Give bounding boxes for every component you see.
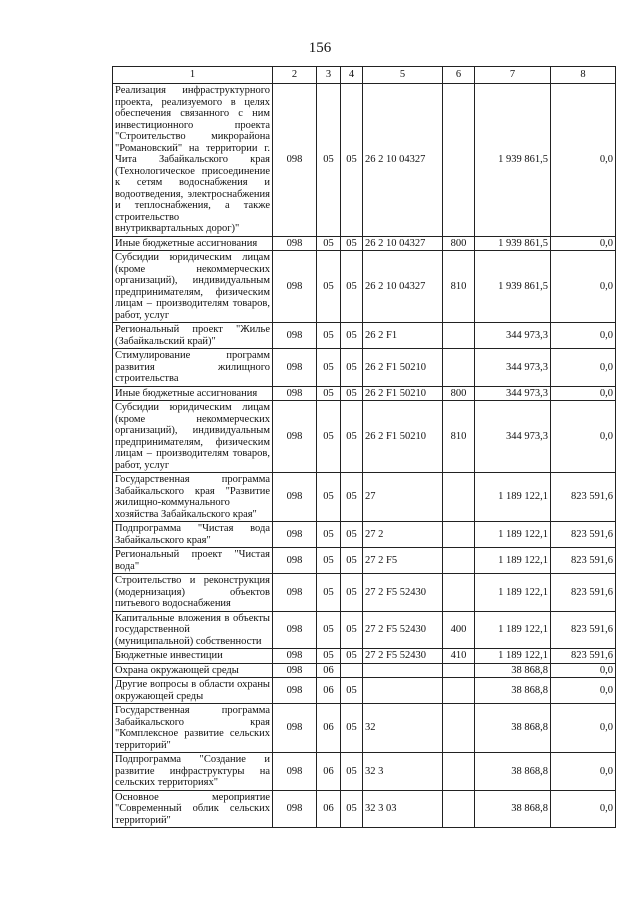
amount-year1-cell: 1 189 122,1 xyxy=(475,473,551,522)
page-number: 156 xyxy=(308,40,332,56)
section-code-cell: 05 xyxy=(317,401,341,473)
expense-type-cell xyxy=(443,790,475,828)
admin-code-cell: 098 xyxy=(273,753,317,791)
subsection-code-cell: 05 xyxy=(341,84,363,237)
amount-year2-cell: 0,0 xyxy=(551,323,616,349)
amount-year2-cell: 0,0 xyxy=(551,678,616,704)
expense-type-cell xyxy=(443,753,475,791)
column-header: 5 xyxy=(363,67,443,84)
target-article-cell: 27 2 F5 52430 xyxy=(363,611,443,649)
amount-year2-cell: 0,0 xyxy=(551,663,616,678)
section-code-cell: 05 xyxy=(317,323,341,349)
amount-year2-cell: 0,0 xyxy=(551,704,616,753)
target-article-cell: 26 2 10 04327 xyxy=(363,84,443,237)
table-body xyxy=(113,84,616,828)
admin-code-cell: 098 xyxy=(273,678,317,704)
amount-year1-cell: 1 939 861,5 xyxy=(475,84,551,237)
expense-type-cell xyxy=(443,574,475,612)
section-code-cell: 05 xyxy=(317,386,341,401)
amount-year1-cell: 38 868,8 xyxy=(475,753,551,791)
table-row xyxy=(113,401,616,473)
section-code-cell: 06 xyxy=(317,678,341,704)
expense-type-cell xyxy=(443,678,475,704)
row-name-cell: Иные бюджетные ассигнования xyxy=(113,236,273,251)
target-article-cell: 26 2 10 04327 xyxy=(363,236,443,251)
section-code-cell: 06 xyxy=(317,663,341,678)
admin-code-cell: 098 xyxy=(273,84,317,237)
target-article-cell: 26 2 F1 50210 xyxy=(363,349,443,387)
expense-type-cell: 800 xyxy=(443,236,475,251)
amount-year1-cell: 1 939 861,5 xyxy=(475,236,551,251)
amount-year2-cell: 0,0 xyxy=(551,386,616,401)
table-row xyxy=(113,574,616,612)
admin-code-cell: 098 xyxy=(273,401,317,473)
amount-year2-cell: 0,0 xyxy=(551,401,616,473)
section-code-cell: 05 xyxy=(317,574,341,612)
target-article-cell: 27 2 xyxy=(363,522,443,548)
expense-type-cell xyxy=(443,323,475,349)
header-row xyxy=(113,67,616,84)
admin-code-cell: 098 xyxy=(273,548,317,574)
table-row xyxy=(113,663,616,678)
amount-year2-cell: 823 591,6 xyxy=(551,473,616,522)
row-name-cell: Подпрограмма "Чистая вода Забайкальского края" xyxy=(113,522,273,548)
row-name-cell: Государственная программа Забайкальского края "Развитие жилищно-коммунального хозяйства Забайкальского края" xyxy=(113,473,273,522)
column-header: 6 xyxy=(443,67,475,84)
column-header: 2 xyxy=(273,67,317,84)
row-name-cell: Реализация инфраструктурного проекта, реализуемого в целях обеспечения связанного с ним инвестиционного проекта "Строительство микрорайона "Романовский" на территории г. Чита Забайкальского края (Технологическое присоединение к сетям водоснабжения и водоотведения, электроснабжения и теплоснабжения, а также строительство внутриквартальных дорог)" xyxy=(113,84,273,237)
amount-year1-cell: 1 189 122,1 xyxy=(475,649,551,664)
row-name-cell: Охрана окружающей среды xyxy=(113,663,273,678)
amount-year1-cell: 1 939 861,5 xyxy=(475,251,551,323)
table-row xyxy=(113,323,616,349)
amount-year2-cell: 823 591,6 xyxy=(551,611,616,649)
admin-code-cell: 098 xyxy=(273,663,317,678)
target-article-cell: 27 xyxy=(363,473,443,522)
budget-table xyxy=(112,66,616,828)
table-row xyxy=(113,349,616,387)
expense-type-cell: 400 xyxy=(443,611,475,649)
expense-type-cell: 410 xyxy=(443,649,475,664)
section-code-cell: 06 xyxy=(317,753,341,791)
target-article-cell: 26 2 F1 xyxy=(363,323,443,349)
section-code-cell: 05 xyxy=(317,236,341,251)
target-article-cell: 26 2 10 04327 xyxy=(363,251,443,323)
table-row xyxy=(113,548,616,574)
section-code-cell: 05 xyxy=(317,473,341,522)
subsection-code-cell: 05 xyxy=(341,401,363,473)
subsection-code-cell: 05 xyxy=(341,473,363,522)
table-row xyxy=(113,611,616,649)
target-article-cell: 26 2 F1 50210 xyxy=(363,401,443,473)
subsection-code-cell: 05 xyxy=(341,753,363,791)
target-article-cell: 27 2 F5 52430 xyxy=(363,574,443,612)
amount-year2-cell: 0,0 xyxy=(551,251,616,323)
expense-type-cell: 810 xyxy=(443,401,475,473)
row-name-cell: Стимулирование программ развития жилищного строительства xyxy=(113,349,273,387)
target-article-cell xyxy=(363,663,443,678)
amount-year1-cell: 38 868,8 xyxy=(475,704,551,753)
amount-year2-cell: 0,0 xyxy=(551,349,616,387)
admin-code-cell: 098 xyxy=(273,236,317,251)
expense-type-cell: 800 xyxy=(443,386,475,401)
expense-type-cell: 810 xyxy=(443,251,475,323)
section-code-cell: 05 xyxy=(317,548,341,574)
row-name-cell: Бюджетные инвестиции xyxy=(113,649,273,664)
subsection-code-cell: 05 xyxy=(341,386,363,401)
amount-year2-cell: 0,0 xyxy=(551,84,616,237)
table-row xyxy=(113,473,616,522)
subsection-code-cell xyxy=(341,663,363,678)
expense-type-cell xyxy=(443,473,475,522)
target-article-cell: 32 3 xyxy=(363,753,443,791)
target-article-cell: 32 3 03 xyxy=(363,790,443,828)
admin-code-cell: 098 xyxy=(273,704,317,753)
admin-code-cell: 098 xyxy=(273,473,317,522)
column-header: 3 xyxy=(317,67,341,84)
section-code-cell: 05 xyxy=(317,349,341,387)
table-row xyxy=(113,236,616,251)
amount-year1-cell: 38 868,8 xyxy=(475,790,551,828)
subsection-code-cell: 05 xyxy=(341,548,363,574)
table-row xyxy=(113,704,616,753)
admin-code-cell: 098 xyxy=(273,611,317,649)
row-name-cell: Государственная программа Забайкальского края "Комплексное развитие сельских территорий" xyxy=(113,704,273,753)
amount-year1-cell: 38 868,8 xyxy=(475,678,551,704)
section-code-cell: 05 xyxy=(317,649,341,664)
table-row xyxy=(113,753,616,791)
amount-year1-cell: 344 973,3 xyxy=(475,386,551,401)
section-code-cell: 05 xyxy=(317,84,341,237)
amount-year2-cell: 0,0 xyxy=(551,790,616,828)
row-name-cell: Субсидии юридическим лицам (кроме некоммерческих организаций), индивидуальным предпринимателям, физическим лицам – производителям товаров, работ, услуг xyxy=(113,251,273,323)
amount-year2-cell: 823 591,6 xyxy=(551,548,616,574)
expense-type-cell xyxy=(443,663,475,678)
admin-code-cell: 098 xyxy=(273,649,317,664)
expense-type-cell xyxy=(443,548,475,574)
table-row xyxy=(113,84,616,237)
admin-code-cell: 098 xyxy=(273,251,317,323)
admin-code-cell: 098 xyxy=(273,323,317,349)
table-row xyxy=(113,386,616,401)
row-name-cell: Региональный проект "Жилье (Забайкальский край)" xyxy=(113,323,273,349)
column-header: 4 xyxy=(341,67,363,84)
table-row xyxy=(113,678,616,704)
section-code-cell: 05 xyxy=(317,522,341,548)
subsection-code-cell: 05 xyxy=(341,323,363,349)
row-name-cell: Подпрограмма "Создание и развитие инфраструктуры на сельских территориях" xyxy=(113,753,273,791)
amount-year1-cell: 1 189 122,1 xyxy=(475,548,551,574)
row-name-cell: Основное мероприятие "Современный облик сельских территорий" xyxy=(113,790,273,828)
amount-year1-cell: 344 973,3 xyxy=(475,401,551,473)
admin-code-cell: 098 xyxy=(273,522,317,548)
row-name-cell: Капитальные вложения в объекты государственной (муниципальной) собственности xyxy=(113,611,273,649)
column-header: 7 xyxy=(475,67,551,84)
target-article-cell: 32 xyxy=(363,704,443,753)
row-name-cell: Субсидии юридическим лицам (кроме некоммерческих организаций), индивидуальным предпринимателям, физическим лицам – производителям товаров, работ, услуг xyxy=(113,401,273,473)
subsection-code-cell: 05 xyxy=(341,349,363,387)
section-code-cell: 05 xyxy=(317,611,341,649)
row-name-cell: Региональный проект "Чистая вода" xyxy=(113,548,273,574)
amount-year2-cell: 0,0 xyxy=(551,236,616,251)
admin-code-cell: 098 xyxy=(273,574,317,612)
amount-year1-cell: 344 973,3 xyxy=(475,349,551,387)
subsection-code-cell: 05 xyxy=(341,236,363,251)
subsection-code-cell: 05 xyxy=(341,251,363,323)
amount-year2-cell: 0,0 xyxy=(551,753,616,791)
amount-year2-cell: 823 591,6 xyxy=(551,522,616,548)
table-row xyxy=(113,522,616,548)
expense-type-cell xyxy=(443,84,475,237)
section-code-cell: 05 xyxy=(317,251,341,323)
amount-year1-cell: 1 189 122,1 xyxy=(475,611,551,649)
column-header: 1 xyxy=(113,67,273,84)
admin-code-cell: 098 xyxy=(273,349,317,387)
amount-year1-cell: 344 973,3 xyxy=(475,323,551,349)
subsection-code-cell: 05 xyxy=(341,790,363,828)
target-article-cell: 27 2 F5 52430 xyxy=(363,649,443,664)
table-row xyxy=(113,790,616,828)
admin-code-cell: 098 xyxy=(273,386,317,401)
subsection-code-cell: 05 xyxy=(341,649,363,664)
subsection-code-cell: 05 xyxy=(341,611,363,649)
row-name-cell: Другие вопросы в области охраны окружающей среды xyxy=(113,678,273,704)
expense-type-cell xyxy=(443,349,475,387)
amount-year1-cell: 1 189 122,1 xyxy=(475,522,551,548)
amount-year2-cell: 823 591,6 xyxy=(551,574,616,612)
amount-year2-cell: 823 591,6 xyxy=(551,649,616,664)
subsection-code-cell: 05 xyxy=(341,704,363,753)
target-article-cell: 27 2 F5 xyxy=(363,548,443,574)
target-article-cell xyxy=(363,678,443,704)
table-row xyxy=(113,251,616,323)
amount-year1-cell: 38 868,8 xyxy=(475,663,551,678)
expense-type-cell xyxy=(443,704,475,753)
expense-type-cell xyxy=(443,522,475,548)
subsection-code-cell: 05 xyxy=(341,574,363,612)
row-name-cell: Строительство и реконструкция (модернизация) объектов питьевого водоснабжения xyxy=(113,574,273,612)
subsection-code-cell: 05 xyxy=(341,678,363,704)
subsection-code-cell: 05 xyxy=(341,522,363,548)
amount-year1-cell: 1 189 122,1 xyxy=(475,574,551,612)
row-name-cell: Иные бюджетные ассигнования xyxy=(113,386,273,401)
target-article-cell: 26 2 F1 50210 xyxy=(363,386,443,401)
admin-code-cell: 098 xyxy=(273,790,317,828)
section-code-cell: 06 xyxy=(317,704,341,753)
column-header: 8 xyxy=(551,67,616,84)
section-code-cell: 06 xyxy=(317,790,341,828)
table-row xyxy=(113,649,616,664)
